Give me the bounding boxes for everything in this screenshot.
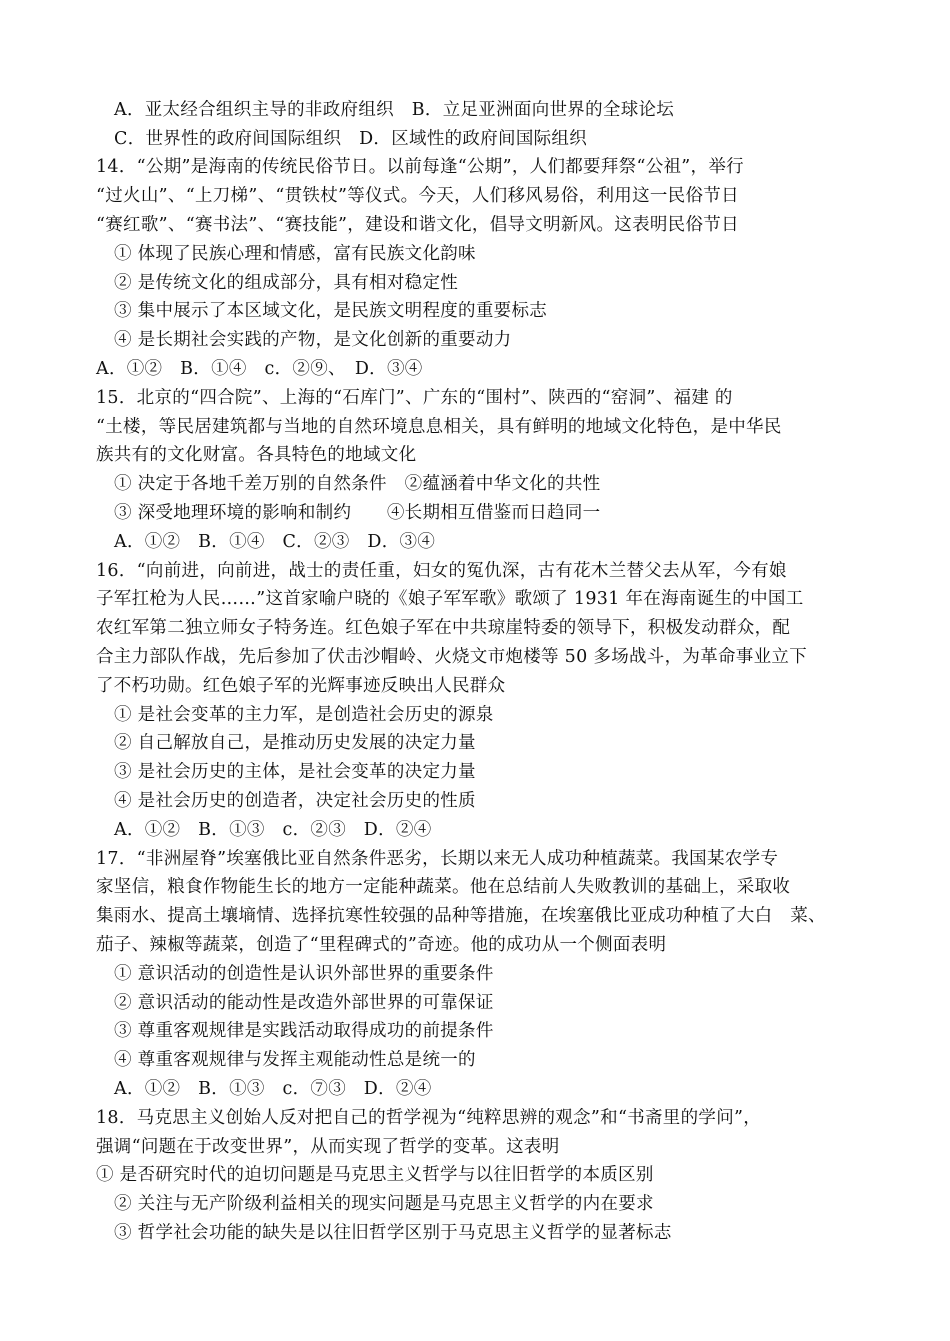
q18-stem-line-1: 18．马克思主义创始人反对把自己的哲学视为“纯粹思辨的观念”和“书斋里的学问”， [96, 1108, 762, 1128]
q18-stem-line-2: 强调“问题在于改变世界”，从而实现了哲学的变革。这表明 [96, 1137, 560, 1157]
q17-choices: A．①② B．①③ c．⑦③ D．②④ [114, 1079, 432, 1099]
q16-choices: A．①② B．①③ c．②③ D．②④ [114, 820, 432, 840]
q14-statement-3: ③ 集中展示了本区域文化，是民族文明程度的重要标志 [114, 301, 548, 321]
q17-statement-3: ③ 尊重客观规律是实践活动取得成功的前提条件 [114, 1021, 494, 1041]
q14-statement-4: ④ 是长期社会实践的产物，是文化创新的重要动力 [114, 330, 512, 350]
q17-stem-line-1: 17．“非洲屋脊”埃塞俄比亚自然条件恶劣，长期以来无人成功种植蔬菜。我国某农学专 [96, 849, 779, 869]
q17-stem-line-3: 集雨水、提高土壤墒情、选择抗寒性较强的品种等措施，在埃塞俄比亚成功种植了大白 菜、 [96, 906, 826, 926]
q16-stem-line-1: 16．“向前进，向前进，战士的责任重，妇女的冤仇深，古有花木兰替父去从军，今有娘 [96, 561, 787, 581]
q18-statement-2: ② 关注与无产阶级利益相关的现实问题是马克思主义哲学的内在要求 [114, 1194, 654, 1214]
q16-stem-line-2: 子军扛枪为人民……”这首家喻户晓的《娘子军军歌》歌颂了 1931 年在海南诞生的中国工 [96, 589, 804, 609]
q17-stem-line-2: 家坚信，粮食作物能生长的地方一定能种蔬菜。他在总结前人失败教训的基础上，采取收 [96, 877, 791, 897]
q15-stem-line-2: “土楼，等民居建筑都与当地的自然环境息息相关，具有鲜明的地域文化特色，是中华民 [96, 417, 782, 437]
q14-stem-line-2: “过火山”、“上刀梯”、“贯铁杖”等仪式。今天，人们移风易俗，利用这一民俗节日 [96, 186, 739, 206]
q13-option-cd: C．世界性的政府间国际组织 D．区域性的政府间国际组织 [114, 129, 588, 149]
q14-stem-line-1: 14．“公期”是海南的传统民俗节日。以前每逢“公期”，人们都要拜祭“公祖”，举行 [96, 157, 744, 177]
q13-option-ab: A．亚太经合组织主导的非政府组织 B．立足亚洲面向世界的全球论坛 [114, 100, 675, 120]
q17-statement-1: ① 意识活动的创造性是认识外部世界的重要条件 [114, 964, 494, 984]
q17-statement-4: ④ 尊重客观规律与发挥主观能动性总是统一的 [114, 1050, 476, 1070]
q15-stem-line-3: 族共有的文化财富。各具特色的地域文化 [96, 445, 417, 465]
q17-stem-line-4: 茄子、辣椒等蔬菜，创造了“里程碑式的”奇迹。他的成功从一个侧面表明 [96, 935, 667, 955]
q15-statements-34: ③ 深受地理环境的影响和制约 ④长期相互借鉴而日趋同一 [114, 503, 601, 523]
q18-statement-3: ③ 哲学社会功能的缺失是以往旧哲学区别于马克思主义哲学的显著标志 [114, 1223, 672, 1243]
q15-statements-12: ① 决定于各地千差万别的自然条件 ②蕴涵着中华文化的共性 [114, 474, 601, 494]
q18-statement-1: ① 是否研究时代的迫切问题是马克思主义哲学与以往旧哲学的本质区别 [96, 1165, 654, 1185]
q14-statement-2: ② 是传统文化的组成部分，具有相对稳定性 [114, 273, 459, 293]
q17-statement-2: ② 意识活动的能动性是改造外部世界的可靠保证 [114, 993, 494, 1013]
q16-statement-2: ② 自己解放自己，是推动历史发展的决定力量 [114, 733, 476, 753]
q16-stem-line-4: 合主力部队作战，先后参加了伏击沙帽岭、火烧文市炮楼等 50 多场战斗，为革命事业立下 [96, 647, 807, 667]
q14-statement-1: ① 体现了民族心理和情感，富有民族文化韵味 [114, 244, 476, 264]
q16-statement-1: ① 是社会变革的主力军，是创造社会历史的源泉 [114, 705, 494, 725]
q15-stem-line-1: 15．北京的“四合院”、上海的“石库门”、广东的“围村”、陕西的“窑洞”、福建 的 [96, 388, 733, 408]
q16-statement-4: ④ 是社会历史的创造者，决定社会历史的性质 [114, 791, 476, 811]
q16-stem-line-5: 了不朽功勋。红色娘子军的光辉事迹反映出人民群众 [96, 676, 506, 696]
q16-statement-3: ③ 是社会历史的主体，是社会变革的决定力量 [114, 762, 476, 782]
q15-choices: A．①② B．①④ C．②③ D．③④ [114, 532, 436, 552]
q16-stem-line-3: 农红军第二独立师女子特务连。红色娘子军在中共琼崖特委的领导下，积极发动群众，配 [96, 618, 791, 638]
q14-stem-line-3: “赛红歌”、“赛书法”、“赛技能”，建设和谐文化，倡导文明新风。这表明民俗节日 [96, 215, 739, 235]
q14-choices: A．①② B．①④ c．②⑨、 D．③④ [96, 359, 423, 379]
